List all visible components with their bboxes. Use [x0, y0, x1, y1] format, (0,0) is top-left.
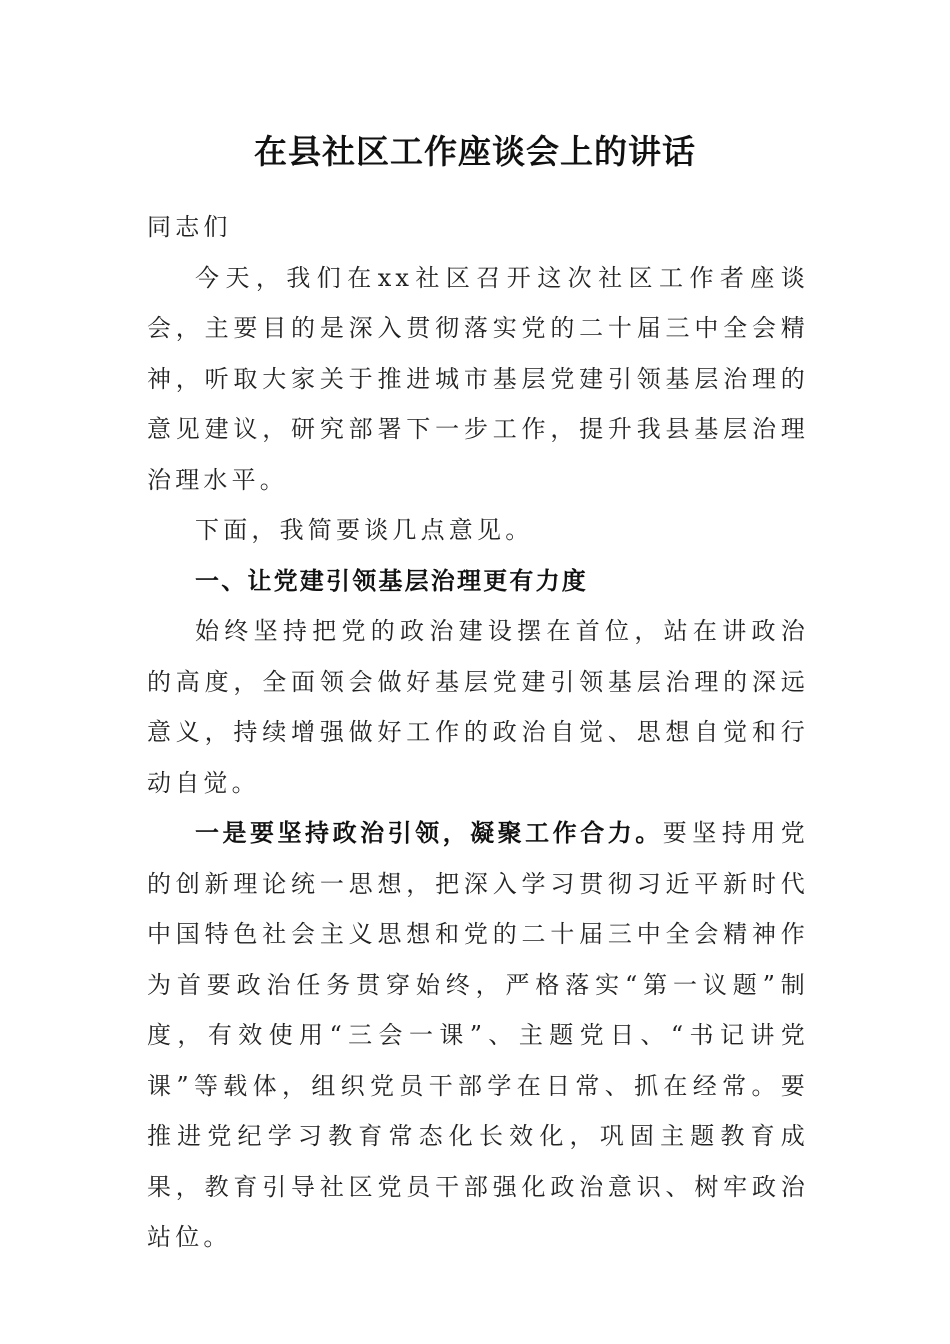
point-body: 要坚持用党的创新理论统一思想，把深入学习贯彻习近平新时代中国特色社会主义思想和党的二十届三中全会精神作为首要政治任务贯穿始终，严格落实“第一议题”制度，有效使用“三会一课”、主题党日、“书记讲党课”等载体，组织党员干部学在日常、抓在经常。要推进党纪学习教育常态化长效化，巩固主题教育成果，教育引导社区党员干部强化政治意识、树牢政治站位。	[147, 819, 810, 1251]
document-title: 在县社区工作座谈会上的讲话	[254, 132, 696, 171]
document-body	[147, 202, 809, 1263]
paragraph-point-one	[147, 808, 809, 1263]
paragraph-section-one: 始终坚持把党的政治建设摆在首位，站在讲政治的高度，全面领会做好基层党建引领基层治理的深远意义，持续增强做好工作的政治自觉、思想自觉和行动自觉。	[147, 617, 809, 797]
salutation: 同志们	[147, 213, 232, 241]
paragraph-transition: 下面，我简要谈几点意见。	[195, 516, 534, 544]
paragraph-intro: 今天，我们在xx社区召开这次社区工作者座谈会，主要目的是深入贯彻落实党的二十届三中全会精神，听取大家关于推进城市基层党建引领基层治理的意见建议，研究部署下一步工作，提升我县基层治理治理水平。	[147, 263, 809, 494]
point-lead: 一是要坚持政治引领，凝聚工作合力。	[195, 818, 663, 847]
section-heading: 一、让党建引领基层治理更有力度	[195, 565, 588, 595]
